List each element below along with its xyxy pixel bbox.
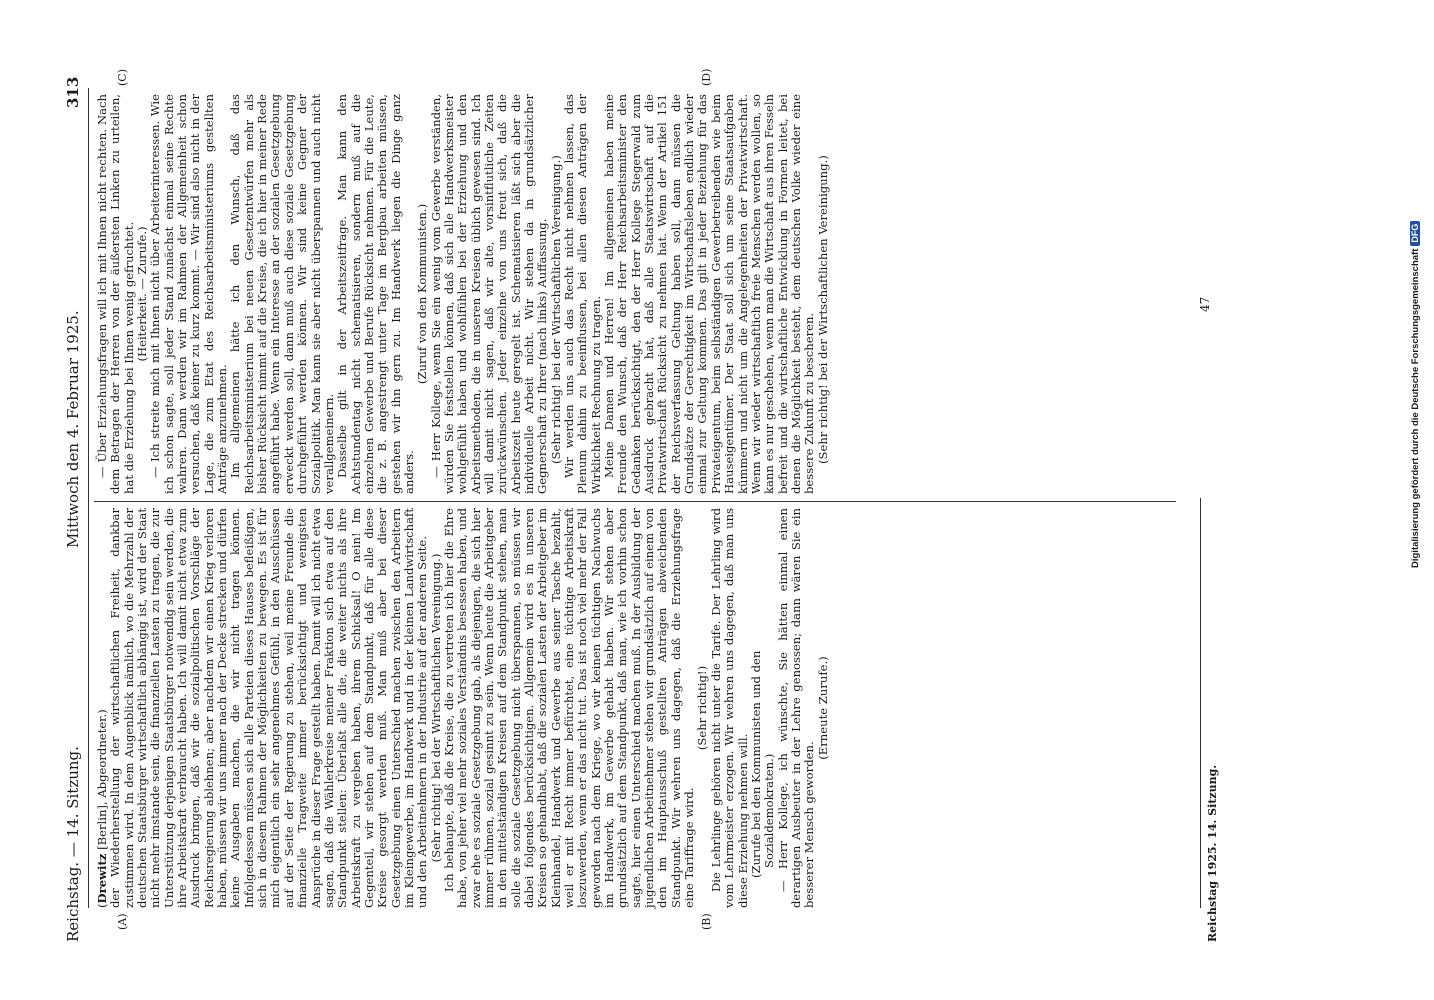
- marker-c: (C): [116, 69, 129, 86]
- interjection: (Heiterkeit. — Zurufe.): [135, 226, 150, 362]
- interjection: (Zurufe bei den Kommunisten und den Sozialdemokraten.): [748, 650, 777, 878]
- interjection: (Sehr richtig! bei der Wirtschaftlichen Vereinigung.): [428, 553, 443, 863]
- header-right: Mittwoch den 4. Februar 1925.: [64, 310, 82, 548]
- paragraph: Im allgemeinen hätte ich den Wunsch, daß das Reichsarbeitsministerium bei neuen Gesetzentwürfen mehr als bisher Rücksicht nimmt auf die Kreise, die ich hier in meiner Rede angeführt habe. Wenn ein Interesse an der sozialen Gesetzgebung erweckt werden soll, dann muß auch diese soziale Gesetzgebung durchgeführt werden können. Wir sind keine Gegner der Sozialpolitik. Man kann sie aber nicht überspannen und auch nicht verallgemeinern.: [228, 94, 336, 494]
- marker-b: (B): [700, 913, 713, 930]
- column-divider: [94, 501, 1176, 502]
- page-number: 313: [64, 76, 82, 108]
- left-column: [96, 508, 830, 908]
- paragraph: — Herr Kollege, ich wünschte, Sie hätten einmal einen derartigen Ausbeuter in der Lehre genossen; dann wären Sie ein besserer Mensch geworden.: [775, 508, 817, 908]
- paragraph: — Ich streite mich mit Ihnen nicht über Arbeiterinteressen. Wie ich schon sagte, soll jeder Stand zunächst einmal seine Rechte wahren. Dann werden wir im Rahmen der Allgemeinheit schon versuchen, daß keiner zu kurz kommt. — Wir sind also nicht in der Lage, die zum Etat des Reichsarbeitsministeriums gestellten Anträge anzunehmen.: [148, 94, 230, 494]
- interjection: (Erneute Zurufe.): [815, 656, 830, 760]
- marker-a: (A): [116, 913, 129, 930]
- speaker-name: Drewitz: [95, 853, 109, 904]
- credit-text: Digitalisierung gefördert durch die Deutsche Forschungsgemeinschaft: [1410, 248, 1421, 568]
- sheet-number: 47: [1198, 296, 1212, 312]
- speaker-rest: [Berlin], Abgeordneter.): [95, 709, 109, 854]
- footer-left: Reichstag 1925. 14. Sitzung.: [1206, 764, 1219, 942]
- paragraph: Ich behaupte, daß die Kreise, die zu vertreten ich hier die Ehre habe, von jeher viel mehr soziales Verständnis besessen haben, und zwar ehe es soziale Gesetzgebung gab, als diejenigen, die sich hier immer rühmen, sozial gesinnt zu sein. Wenn heute die Arbeitgeber in den mittelständigen Kreisen auf dem Standpunkt stehen, man solle die soziale Gesetzgebung nicht überspannen, so müssen wir dabei folgendes berücksichtigen. Allgemein wird es in unseren Kreisen so gehandhabt, daß die sozialen Lasten der Arbeitgeber im Kleinhandel, Handwerk und Gewerbe aus seiner Tasche bezahlt, weil er mit Recht immer befürchtet, eine tüchtige Arbeitskraft loszuwerden, wenn er das nicht tut. Das ist noch viel mehr der Fall geworden nach dem Kriege, wo wir keinen tüchtigen Nachwuchs im Handwerk, im Gewerbe gehabt haben. Wir stehen aber grundsätzlich auf dem Standpunkt, daß man, wie ich vorhin schon sagte, hier einen Unterschied machen muß. In der Ausbildung der jugendlichen Arbeitnehmer stehen wir grundsätzlich auf einem von den im Hauptausschuß gestellten Anträgen abweichenden Standpunkt. Wir wehren uns dagegen, daß die Erziehungsfrage eine Tariffrage wird.: [441, 508, 697, 908]
- header-rule: [88, 88, 89, 908]
- digitization-credit: [1410, 221, 1421, 568]
- dfg-logo: DFG: [1410, 221, 1420, 246]
- speaker-line: (Drewitz [Berlin], Abgeordneter.): [95, 709, 109, 908]
- paragraph: — Über Erziehungsfragen will ich mit Ihnen nicht rechten. Nach dem Betragen der Herren von der äußersten Linken zu urteilen, hat die Erziehung bei Ihnen wenig gefruchtet.: [95, 94, 136, 494]
- right-column: [96, 94, 830, 494]
- paragraph: — Herr Kollege, wenn Sie ein wenig vom Gewerbe verständen, würden Sie feststellen können, daß sich alle Handwerksmeister wohlgefühlt haben und wohlfühlen bei der Erziehung und den Arbeitsmethoden, die in unseren Kreisen üblich gewesen sind. Ich will damit nicht sagen, daß wir alte, vorsintflutliche Zeiten zurückwünschen. Jeder einzelne von uns freut sich, daß die Arbeitszeit heute geregelt ist. Schematisieren läßt sich aber die individuelle Arbeit nicht. Wir stehen da in grundsätzlicher Gegnerschaft zu Ihrer (nach links) Auffassung.: [428, 94, 550, 494]
- paragraph: Dasselbe gilt in der Arbeitszeitfrage. Man kann den Achtstundentag nicht schematisieren, sondern muß auf die einzelnen Gewerbe und Berufe Rücksicht nehmen. Für die Leute, die z. B. angestrengt unter Tage im Bergbau arbeiten müssen, gestehen wir ihn gern zu. Im Handwerk liegen die Dinge ganz anders.: [335, 94, 416, 494]
- paragraph: Wir werden uns auch das Recht nicht nehmen lassen, das Plenum dahin zu beeinflussen, bei allen diesen Anträgen der Wirklichkeit Rechnung zu tragen.: [562, 94, 603, 494]
- paragraph: der Wiederherstellung der wirtschaftlichen Freiheit, dankbar zustimmen wird. In dem Augenblick nämlich, wo die Mehrzahl der deutschen Staatsbürger wirtschaftlich abhängig ist, wird der Staat nicht mehr imstande sein, die finanziellen Lasten zu tragen, die zur Unterstützung derjenigen Staatsbürger notwendig sein werden, die ihre Arbeitskraft verbraucht haben. Ich will damit nicht etwa zum Ausdruck bringen, daß wir die sozialpolitischen Vorschläge der Reichsregierung ablehnen; aber nachdem wir einen Krieg verloren haben, müssen wir uns immer nach der Decke strecken und dürfen keine Ausgaben machen, die wir nicht tragen können. Infolgedessen müssen sich alle Parteien dieses Hauses befleißigen, sich in diesem Rahmen der Möglichkeiten zu bewegen. Es ist für mich eigentlich ein sehr angenehmes Gefühl, in den Ausschüssen auf der Seite der Regierung zu stehen, weil meine Freunde die finanzielle Tragweite immer berücksichtigt und wenigsten Ansprüche in dieser Frage gestellt haben. Damit will ich nicht etwa sagen, daß die Wählerkreise meiner Fraktion sich etwa auf den Standpunkt stellen: Überlaßt alle die, die weiter nichts als ihre Arbeitskraft zu vergeben haben, ihrem Schicksal! O nein! Im Gegenteil, wir stehen auf dem Standpunkt, daß für alle diese Kreise gesorgt werden muß. Man muß aber bei dieser Gesetzgebung einen Unterschied machen zwischen den Arbeitern im Kleingewerbe, im Handwerk und in der kleinen Landwirtschaft und den Arbeitnehmern in der Industrie auf der anderen Seite.: [108, 508, 430, 908]
- interjection: (Sehr richtig! bei der Wirtschaftlichen Vereinigung.): [548, 155, 563, 464]
- interjection: (Sehr richtig!): [695, 665, 710, 751]
- footer-rule: [1200, 498, 1201, 908]
- paragraph: Die Lehrlinge gehören nicht unter die Tarife. Der Lehrling wird vom Lehrmeister erzogen. Wir wehren uns dagegen, daß man uns diese Erziehung nehmen will.: [708, 508, 750, 908]
- interjection: (Zuruf von den Kommunisten.): [415, 203, 430, 385]
- marker-d: (D): [700, 68, 713, 86]
- paragraph: Meine Damen und Herren! Im allgemeinen haben meine Freunde den Wunsch, daß der Herr Reichsarbeitsminister den Gedanken berücksichtigt, den der Herr Kollege Stegerwald zum Ausdruck gebracht hat, daß alle Staatswirtschaft auf die Privatwirtschaft Rücksicht zu nehmen hat. Wenn der Artikel 151 der Reichsverfassung Geltung haben soll, dann müssen die Grundsätze der Gerechtigkeit im Wirtschaftsleben endlich wieder einmal zur Geltung kommen. Das gilt in jeder Beziehung für das Privateigentum, beim selbständigen Gewerbetreibenden wie beim Hauseigentümer. Der Staat soll sich um seine Staatsaufgaben kümmern und nicht um die Angelegenheiten der Privatwirtschaft. Wenn wir wieder wirtschaftlich freie Menschen werden wollen, so kann es nur geschehen, wenn man die Wirtschaft aus ihren Fesseln befreit und die wirtschaftliche Entwicklung in Formen leitet, bei denen die Möglichkeit besteht, dem deutschen Volke wieder eine bessere Zukunft zu bescheren.: [602, 94, 817, 494]
- interjection: (Sehr richtig! bei der Wirtschaftlichen Vereinigung.): [815, 155, 830, 464]
- header-left: Reichstag. — 14. Sitzung.: [64, 746, 82, 942]
